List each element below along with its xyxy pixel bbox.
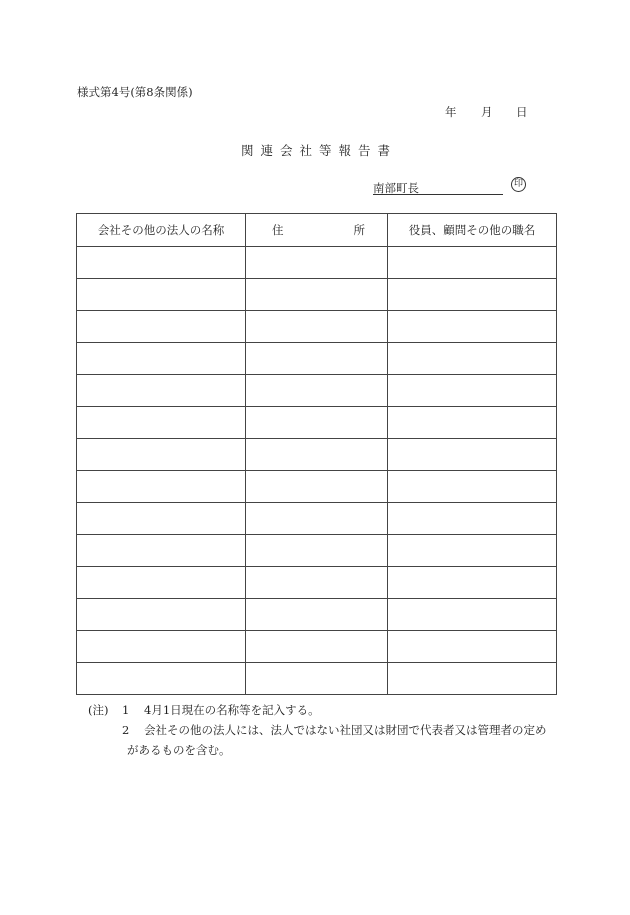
table-row [77,279,557,311]
table-cell[interactable] [77,343,246,375]
table-row [77,599,557,631]
table-cell[interactable] [246,311,388,343]
table-cell[interactable] [77,663,246,695]
table-cell[interactable] [388,311,557,343]
table-row [77,343,557,375]
table-cell[interactable] [77,311,246,343]
table-cell[interactable] [77,503,246,535]
table-cell[interactable] [77,471,246,503]
table-cell[interactable] [246,375,388,407]
header-address-part1: 住 [272,223,284,237]
header-address [246,214,388,247]
notes-prefix: (注) [88,703,109,717]
table-cell[interactable] [246,407,388,439]
date-day-label: 日 [516,105,528,119]
header-address-part2: 所 [353,223,365,237]
note-item-2 [88,720,547,740]
note-number: 1 [122,703,130,717]
table-cell[interactable] [77,567,246,599]
table-row [77,567,557,599]
table-cell[interactable] [77,407,246,439]
table-row [77,247,557,279]
table-cell[interactable] [388,663,557,695]
addressee-underline [373,194,503,195]
note-text: 4月1日現在の名称等を記入する。 [144,703,320,717]
table-cell[interactable] [77,375,246,407]
table-cell[interactable] [388,375,557,407]
table-row [77,471,557,503]
table-cell[interactable] [246,343,388,375]
table-body [77,247,557,695]
table-row [77,375,557,407]
table-cell[interactable] [77,535,246,567]
table-cell[interactable] [388,535,557,567]
table-cell[interactable] [77,279,246,311]
table-cell[interactable] [246,247,388,279]
table-row [77,439,557,471]
table-header-row [77,214,557,247]
table-cell[interactable] [246,631,388,663]
header-position: 役員、顧問その他の職名 [388,214,557,247]
notes-section [88,700,547,760]
table-cell[interactable] [246,567,388,599]
note-item-2-continuation [88,740,547,760]
document-title: 関連会社等報告書 [240,143,397,158]
table-cell[interactable] [77,439,246,471]
table-cell[interactable] [77,631,246,663]
table-cell[interactable] [77,247,246,279]
table-row [77,407,557,439]
table-row [77,631,557,663]
table-cell[interactable] [77,599,246,631]
note-item-1 [88,700,547,720]
table-cell[interactable] [388,631,557,663]
table-cell[interactable] [246,503,388,535]
seal-mark: 印 [511,177,526,192]
table-cell[interactable] [246,279,388,311]
table-cell[interactable] [246,471,388,503]
table-cell[interactable] [246,439,388,471]
table-cell[interactable] [246,663,388,695]
date-month-label: 月 [481,105,493,119]
table-row [77,663,557,695]
table-cell[interactable] [388,407,557,439]
date-year-label: 年 [445,105,457,119]
table-cell[interactable] [388,567,557,599]
table-cell[interactable] [388,247,557,279]
table-cell[interactable] [388,343,557,375]
table-cell[interactable] [388,279,557,311]
addressee-label: 南部町長 [373,181,419,195]
table-cell[interactable] [388,439,557,471]
note-text: 会社その他の法人には、法人ではない社団又は財団で代表者又は管理者の定め [144,723,547,737]
table-cell[interactable] [388,503,557,535]
note-number: 2 [122,723,130,737]
note-text-continuation: があるものを含む。 [127,743,231,757]
form-number: 様式第4号(第8条関係) [77,85,193,99]
table-row [77,311,557,343]
table-cell[interactable] [246,599,388,631]
table-row [77,503,557,535]
table-cell[interactable] [246,535,388,567]
report-table [76,213,557,695]
table-cell[interactable] [388,599,557,631]
table-cell[interactable] [388,471,557,503]
table-row [77,535,557,567]
header-company-name: 会社その他の法人の名称 [77,214,246,247]
